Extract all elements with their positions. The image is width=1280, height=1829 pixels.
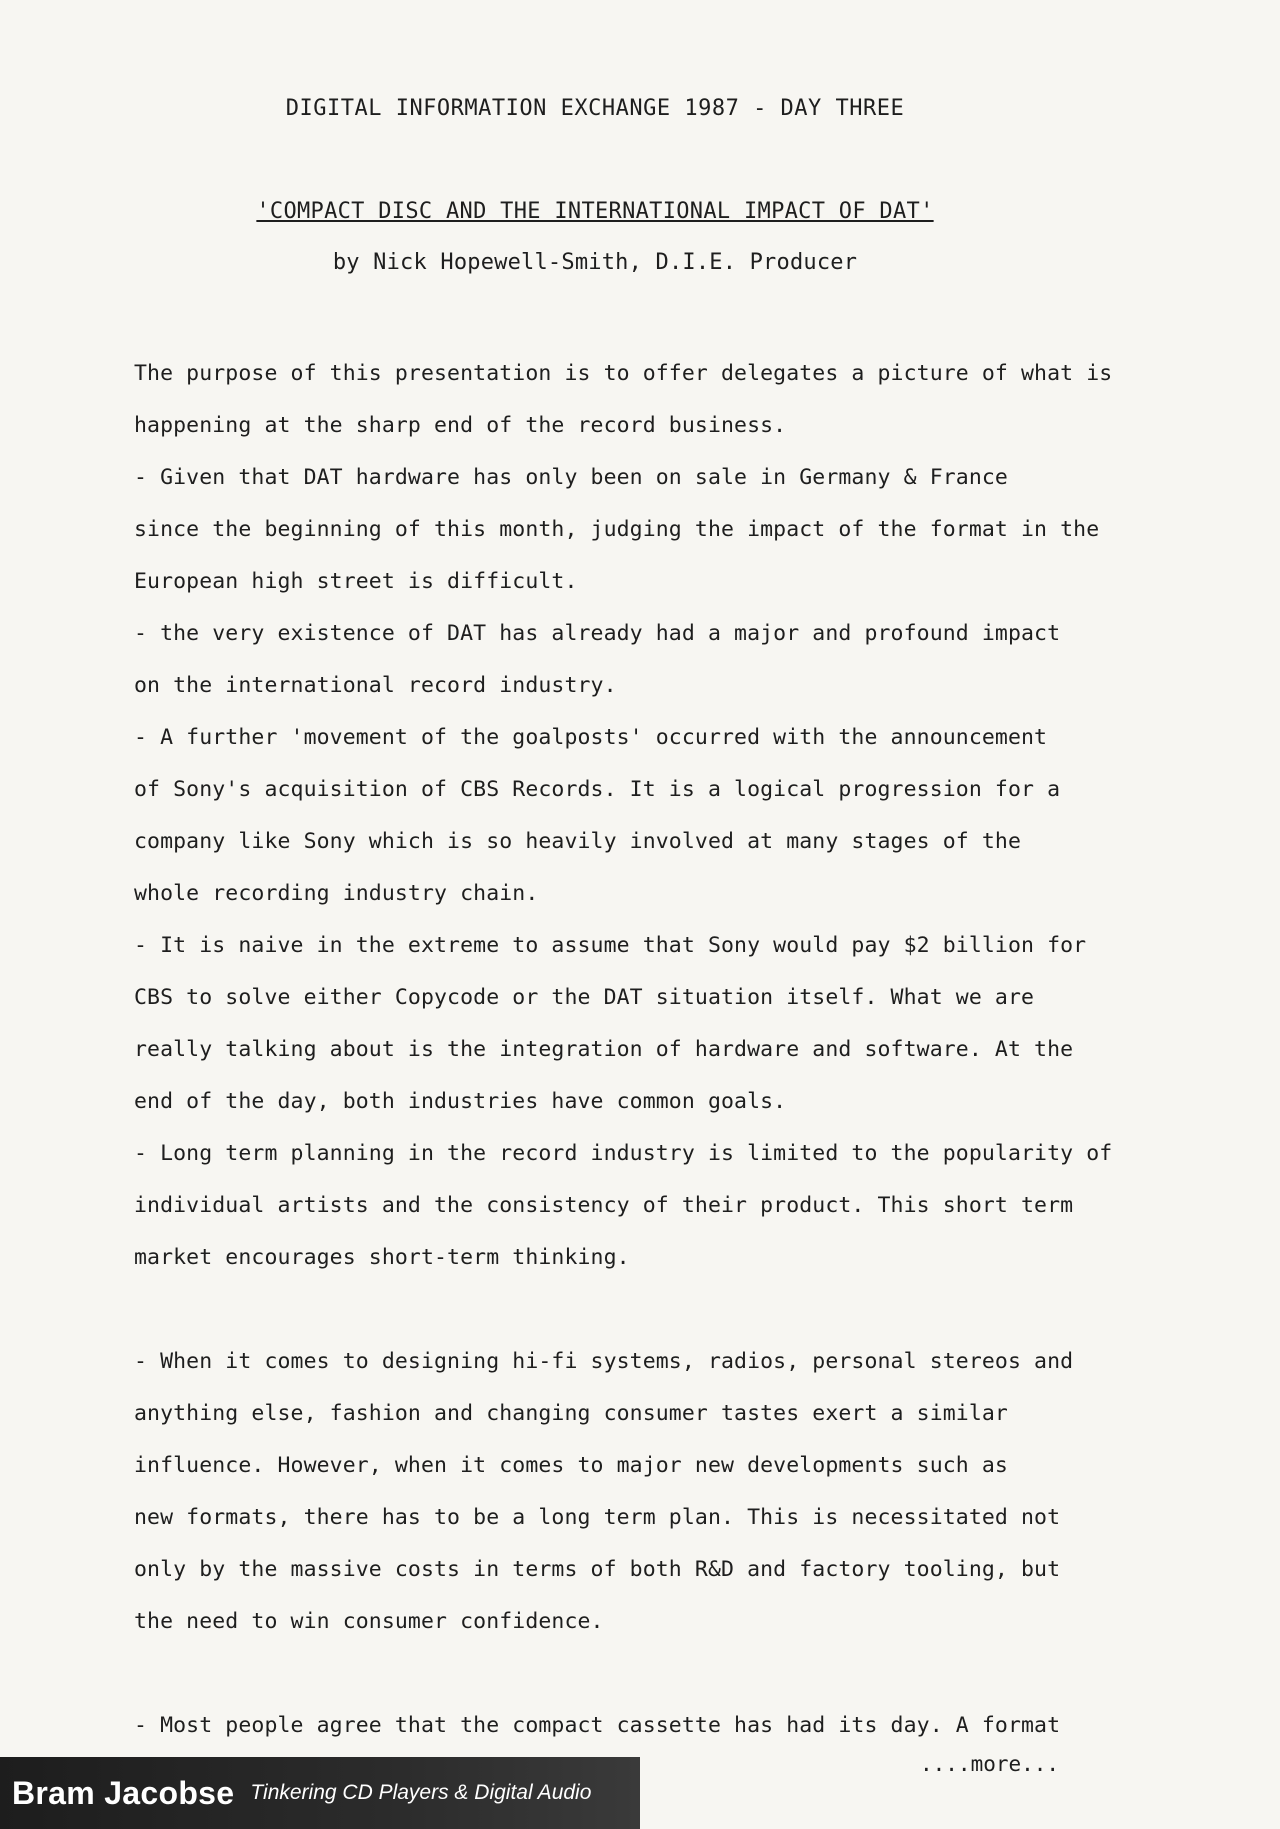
body-line: company like Sony which is so heavily involved at many stages of the	[134, 829, 1021, 854]
body-line: - It is naive in the extreme to assume that Sony would pay $2 billion for	[134, 933, 1087, 958]
body-line: end of the day, both industries have common goals.	[134, 1089, 787, 1114]
paragraph-gap	[134, 1648, 1064, 1700]
more-indicator: ....more...	[920, 1752, 1060, 1776]
body-line: really talking about is the integration of hardware and software. At the	[134, 1037, 1074, 1062]
body-line: individual artists and the consistency of their product. This short term	[134, 1193, 1074, 1218]
body-line: CBS to solve either Copycode or the DAT situation itself. What we are	[134, 985, 1035, 1010]
body-line: - Given that DAT hardware has only been on sale in Germany & France	[134, 465, 1008, 490]
watermark-name: Bram Jacobse	[12, 1774, 235, 1811]
body-line: happening at the sharp end of the record business.	[134, 413, 787, 438]
body-line: - the very existence of DAT has already had a major and profound impact	[134, 621, 1061, 646]
document-body	[134, 348, 1113, 1752]
watermark-tagline: Tinkering CD Players & Digital Audio	[250, 1781, 592, 1804]
body-line: the need to win consumer confidence.	[134, 1609, 604, 1634]
body-line: European high street is difficult.	[134, 569, 578, 594]
paragraph-gap	[134, 1284, 1064, 1336]
body-line: - A further 'movement of the goalposts' occurred with the announcement	[134, 725, 1048, 750]
body-line: on the international record industry.	[134, 673, 617, 698]
document-title: 'COMPACT DISC AND THE INTERNATIONAL IMPACT OF DAT'	[256, 199, 934, 224]
watermark-banner	[0, 1757, 640, 1829]
body-line: market encourages short-term thinking.	[134, 1245, 630, 1270]
document-byline: by Nick Hopewell-Smith, D.I.E. Producer	[332, 250, 858, 275]
body-line: of Sony's acquisition of CBS Records. It is a logical progression for a	[134, 777, 1061, 802]
body-line: whole recording industry chain.	[134, 881, 539, 906]
body-line: since the beginning of this month, judging the impact of the format in the	[134, 517, 1100, 542]
body-line: - When it comes to designing hi-fi systems, radios, personal stereos and	[134, 1349, 1074, 1374]
body-line: anything else, fashion and changing consumer tastes exert a similar	[134, 1401, 1008, 1426]
document-header: DIGITAL INFORMATION EXCHANGE 1987 - DAY THREE	[285, 96, 905, 121]
body-line: - Long term planning in the record industry is limited to the popularity of	[134, 1141, 1113, 1166]
body-line: - Most people agree that the compact cassette has had its day. A format	[134, 1713, 1061, 1738]
body-line: new formats, there has to be a long term plan. This is necessitated not	[134, 1505, 1061, 1530]
body-line: influence. However, when it comes to major new developments such as	[134, 1453, 1008, 1478]
body-line: The purpose of this presentation is to offer delegates a picture of what is	[134, 361, 1113, 386]
body-line: only by the massive costs in terms of both R&D and factory tooling, but	[134, 1557, 1061, 1582]
